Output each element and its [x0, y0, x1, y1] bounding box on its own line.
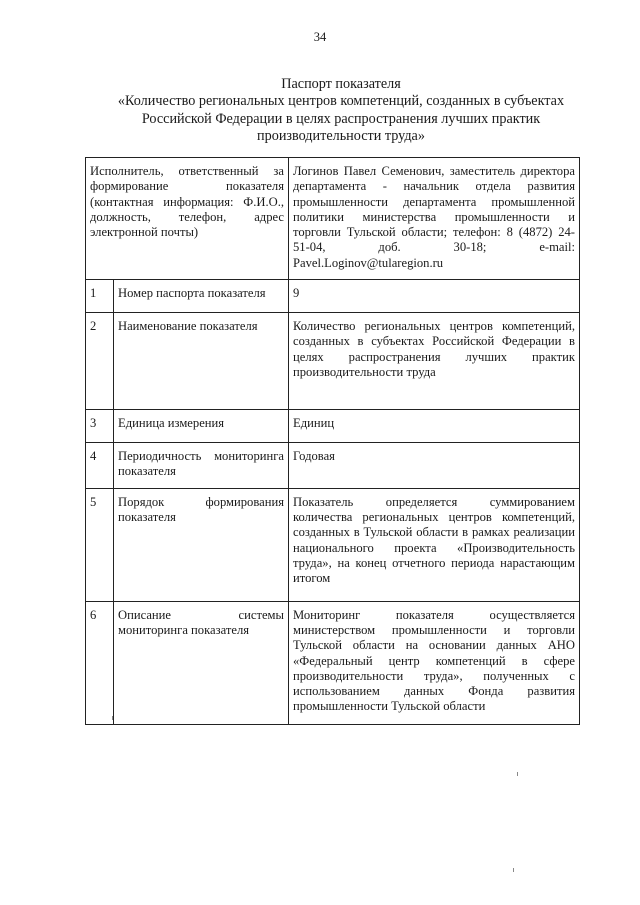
row-label: Единица измерения [114, 410, 289, 443]
page-number: 34 [313, 30, 327, 44]
executor-value: Логинов Павел Семенович, заместитель директора департамента - начальник отдела развития промышленности департамента промышленной политики министерства промышленности и торговли Тульской области; телефон: 8 (4872) 24-51-04, доб. 30-18; e-mail: Pavel.Loginov@tularegion.ru [289, 158, 580, 280]
table-row [86, 488, 580, 601]
executor-label: Исполнитель, ответственный за формирование показателя (контактная информация: Ф.И.О., должность, телефон, адрес электронной почты) [86, 158, 289, 280]
scan-mark [112, 716, 113, 720]
row-number: 6 [86, 601, 114, 724]
row-number: 2 [86, 313, 114, 410]
table-row [86, 313, 580, 410]
row-number: 4 [86, 443, 114, 489]
row-value: Единиц [289, 410, 580, 443]
table-row-executor [86, 158, 580, 280]
title-line-1: Паспорт показателя [281, 76, 401, 92]
table-row [86, 443, 580, 489]
table-row [86, 280, 580, 313]
scan-mark [517, 772, 518, 776]
title-line-4: производительности труда» [257, 128, 425, 145]
document-title [86, 76, 596, 146]
row-value: 9 [289, 280, 580, 313]
row-label: Периодичность мониторинга показателя [114, 443, 289, 489]
row-number: 1 [86, 280, 114, 313]
indicator-passport-table [85, 157, 580, 725]
scan-mark [513, 868, 514, 872]
row-value: Количество региональных центров компетенций, созданных в субъектах Российской Федерации в целях распространения лучших практик производительности труда [289, 313, 580, 410]
row-value: Мониторинг показателя осуществляется министерством промышленности и торговли Тульской области на основании данных АНО «Федеральный центр компетенций в сфере производительности труда», полученных с использованием данных Фонда развития промышленности Тульской области [289, 601, 580, 724]
row-label: Порядок формирования показателя [114, 488, 289, 601]
title-line-3: Российской Федерации в целях распространения лучших практик [141, 110, 541, 127]
title-line-2: «Количество региональных центров компетенций, созданных в субъектах [117, 93, 565, 110]
row-label: Наименование показателя [114, 313, 289, 410]
row-label: Номер паспорта показателя [114, 280, 289, 313]
table-row [86, 410, 580, 443]
table-row [86, 601, 580, 724]
row-number: 5 [86, 488, 114, 601]
row-value: Годовая [289, 443, 580, 489]
row-label: Описание системы мониторинга показателя [114, 601, 289, 724]
row-value: Показатель определяется суммированием количества региональных центров компетенций, созданных в Тульской области в рамках реализации национального проекта «Производительность труда», на конец отчетного периода нарастающим итогом [289, 488, 580, 601]
row-number: 3 [86, 410, 114, 443]
